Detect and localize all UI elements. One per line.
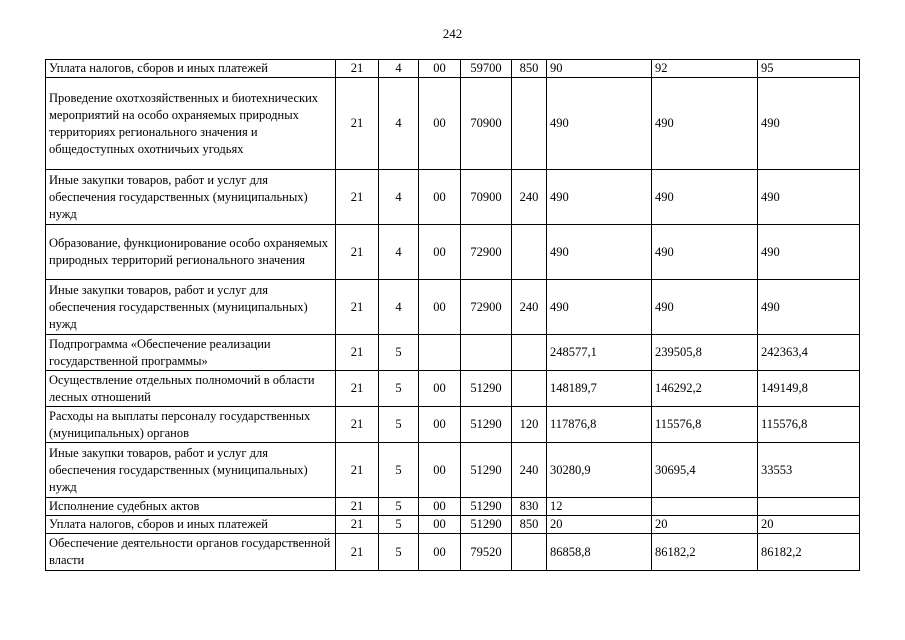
code-direction-cell: 00 <box>419 371 461 407</box>
amount-year-2-cell: 490 <box>652 170 758 225</box>
amount-year-3-cell: 95 <box>758 60 860 78</box>
code-target-cell: 79520 <box>461 534 512 571</box>
table-row <box>46 78 860 170</box>
amount-year-1-cell: 490 <box>547 280 652 335</box>
amount-year-2-cell: 115576,8 <box>652 407 758 443</box>
table-row <box>46 371 860 407</box>
code-direction-cell: 00 <box>419 443 461 498</box>
code-ministry-cell: 21 <box>336 170 379 225</box>
code-target-cell: 51290 <box>461 443 512 498</box>
code-expense-type-cell: 850 <box>512 516 547 534</box>
table-row <box>46 60 860 78</box>
amount-year-1-cell: 490 <box>547 170 652 225</box>
amount-year-1-cell: 12 <box>547 498 652 516</box>
amount-year-1-cell: 30280,9 <box>547 443 652 498</box>
row-name-cell: Исполнение судебных актов <box>46 498 336 516</box>
row-name-cell: Проведение охотхозяйственных и биотехнических мероприятий на особо охраняемых природных территориях регионального значения и общедоступных охотничьих угодьях <box>46 78 336 170</box>
code-expense-type-cell <box>512 534 547 571</box>
code-subprogram-cell: 5 <box>379 335 419 371</box>
table-row <box>46 335 860 371</box>
amount-year-3-cell: 242363,4 <box>758 335 860 371</box>
code-subprogram-cell: 4 <box>379 280 419 335</box>
code-ministry-cell: 21 <box>336 78 379 170</box>
amount-year-2-cell: 490 <box>652 225 758 280</box>
amount-year-1-cell: 86858,8 <box>547 534 652 571</box>
amount-year-2-cell: 239505,8 <box>652 335 758 371</box>
row-name-cell: Иные закупки товаров, работ и услуг для обеспечения государственных (муниципальных) нужд <box>46 170 336 225</box>
code-target-cell: 51290 <box>461 498 512 516</box>
code-ministry-cell: 21 <box>336 225 379 280</box>
code-subprogram-cell: 4 <box>379 225 419 280</box>
code-expense-type-cell <box>512 78 547 170</box>
code-direction-cell: 00 <box>419 225 461 280</box>
amount-year-2-cell: 30695,4 <box>652 443 758 498</box>
code-subprogram-cell: 5 <box>379 371 419 407</box>
amount-year-3-cell: 149149,8 <box>758 371 860 407</box>
row-name-cell: Осуществление отдельных полномочий в области лесных отношений <box>46 371 336 407</box>
amount-year-2-cell <box>652 498 758 516</box>
code-target-cell: 51290 <box>461 407 512 443</box>
code-subprogram-cell: 4 <box>379 60 419 78</box>
table-row <box>46 280 860 335</box>
code-target-cell: 72900 <box>461 280 512 335</box>
page-number: 242 <box>442 26 463 41</box>
code-direction-cell: 00 <box>419 78 461 170</box>
code-target-cell: 70900 <box>461 170 512 225</box>
amount-year-2-cell: 490 <box>652 280 758 335</box>
amount-year-3-cell <box>758 498 860 516</box>
code-ministry-cell: 21 <box>336 443 379 498</box>
code-subprogram-cell: 5 <box>379 516 419 534</box>
table-body <box>46 60 860 571</box>
code-expense-type-cell: 830 <box>512 498 547 516</box>
code-direction-cell: 00 <box>419 60 461 78</box>
code-ministry-cell: 21 <box>336 280 379 335</box>
code-expense-type-cell: 240 <box>512 170 547 225</box>
amount-year-3-cell: 490 <box>758 170 860 225</box>
code-direction-cell: 00 <box>419 516 461 534</box>
amount-year-2-cell: 92 <box>652 60 758 78</box>
code-direction-cell: 00 <box>419 407 461 443</box>
code-subprogram-cell: 4 <box>379 170 419 225</box>
code-subprogram-cell: 5 <box>379 443 419 498</box>
amount-year-3-cell: 86182,2 <box>758 534 860 571</box>
amount-year-1-cell: 490 <box>547 78 652 170</box>
code-target-cell: 72900 <box>461 225 512 280</box>
table-row <box>46 170 860 225</box>
code-expense-type-cell <box>512 371 547 407</box>
table-row <box>46 498 860 516</box>
row-name-cell: Уплата налогов, сборов и иных платежей <box>46 516 336 534</box>
table-row <box>46 534 860 571</box>
code-subprogram-cell: 5 <box>379 498 419 516</box>
code-direction-cell: 00 <box>419 534 461 571</box>
code-ministry-cell: 21 <box>336 534 379 571</box>
code-expense-type-cell: 240 <box>512 443 547 498</box>
row-name-cell: Обеспечение деятельности органов государственной власти <box>46 534 336 571</box>
amount-year-2-cell: 490 <box>652 78 758 170</box>
amount-year-3-cell: 20 <box>758 516 860 534</box>
code-target-cell <box>461 335 512 371</box>
code-direction-cell: 00 <box>419 280 461 335</box>
code-ministry-cell: 21 <box>336 407 379 443</box>
amount-year-2-cell: 86182,2 <box>652 534 758 571</box>
code-target-cell: 51290 <box>461 516 512 534</box>
amount-year-1-cell: 490 <box>547 225 652 280</box>
amount-year-1-cell: 248577,1 <box>547 335 652 371</box>
code-subprogram-cell: 5 <box>379 407 419 443</box>
budget-table <box>45 59 860 571</box>
amount-year-3-cell: 490 <box>758 78 860 170</box>
amount-year-1-cell: 148189,7 <box>547 371 652 407</box>
table-row <box>46 407 860 443</box>
code-ministry-cell: 21 <box>336 371 379 407</box>
amount-year-3-cell: 490 <box>758 225 860 280</box>
row-name-cell: Образование, функционирование особо охраняемых природных территорий регионального значения <box>46 225 336 280</box>
code-expense-type-cell <box>512 335 547 371</box>
code-target-cell: 70900 <box>461 78 512 170</box>
row-name-cell: Подпрограмма «Обеспечение реализации государственной программы» <box>46 335 336 371</box>
code-expense-type-cell: 850 <box>512 60 547 78</box>
code-target-cell: 59700 <box>461 60 512 78</box>
code-direction-cell: 00 <box>419 498 461 516</box>
code-target-cell: 51290 <box>461 371 512 407</box>
code-subprogram-cell: 4 <box>379 78 419 170</box>
row-name-cell: Уплата налогов, сборов и иных платежей <box>46 60 336 78</box>
amount-year-3-cell: 33553 <box>758 443 860 498</box>
code-direction-cell: 00 <box>419 170 461 225</box>
amount-year-1-cell: 20 <box>547 516 652 534</box>
amount-year-2-cell: 20 <box>652 516 758 534</box>
row-name-cell: Иные закупки товаров, работ и услуг для обеспечения государственных (муниципальных) нужд <box>46 280 336 335</box>
code-ministry-cell: 21 <box>336 516 379 534</box>
amount-year-2-cell: 146292,2 <box>652 371 758 407</box>
amount-year-1-cell: 117876,8 <box>547 407 652 443</box>
row-name-cell: Расходы на выплаты персоналу государственных (муниципальных) органов <box>46 407 336 443</box>
code-expense-type-cell: 240 <box>512 280 547 335</box>
code-ministry-cell: 21 <box>336 60 379 78</box>
amount-year-1-cell: 90 <box>547 60 652 78</box>
code-expense-type-cell: 120 <box>512 407 547 443</box>
code-direction-cell <box>419 335 461 371</box>
code-ministry-cell: 21 <box>336 335 379 371</box>
row-name-cell: Иные закупки товаров, работ и услуг для обеспечения государственных (муниципальных) нужд <box>46 443 336 498</box>
code-expense-type-cell <box>512 225 547 280</box>
table-row <box>46 516 860 534</box>
table-row <box>46 225 860 280</box>
table-row <box>46 443 860 498</box>
amount-year-3-cell: 490 <box>758 280 860 335</box>
amount-year-3-cell: 115576,8 <box>758 407 860 443</box>
code-ministry-cell: 21 <box>336 498 379 516</box>
code-subprogram-cell: 5 <box>379 534 419 571</box>
